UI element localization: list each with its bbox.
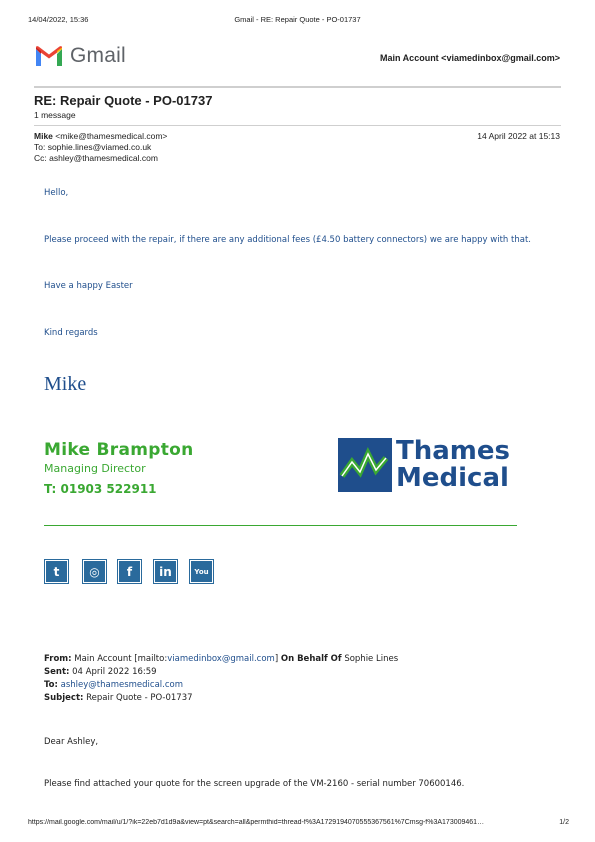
account-label: Main Account <viamedinbox@gmail.com> xyxy=(380,53,560,63)
signature-title: Managing Director xyxy=(44,462,146,475)
fwd-greeting: Dear Ashley, xyxy=(44,737,99,747)
linkedin-icon[interactable] xyxy=(153,559,178,584)
facebook-icon[interactable] xyxy=(117,559,142,584)
signature-divider xyxy=(44,525,517,526)
signature-phone: T: 01903 522911 xyxy=(44,482,157,496)
message-cc: Cc: ashley@thamesmedical.com xyxy=(34,153,158,163)
body-closing: Kind regards xyxy=(44,328,98,338)
fwd-sent-line xyxy=(44,667,157,677)
gmail-m-icon xyxy=(34,45,64,68)
body-paragraph-2: Have a happy Easter xyxy=(44,281,133,291)
fwd-to-label: To: xyxy=(44,680,58,690)
signed-name: Mike xyxy=(44,373,87,395)
youtube-icon[interactable] xyxy=(189,559,214,584)
message-count: 1 message xyxy=(34,110,76,120)
message-from xyxy=(34,131,167,141)
fwd-subject-line xyxy=(44,693,193,703)
thread-subject: RE: Repair Quote - PO-01737 xyxy=(34,93,213,108)
footer-page-number: 1/2 xyxy=(559,819,569,826)
fwd-from-line xyxy=(44,654,398,664)
fwd-from-label: From: xyxy=(44,654,72,664)
message-date: 14 April 2022 at 15:13 xyxy=(477,131,560,141)
instagram-icon[interactable] xyxy=(82,559,107,584)
logo-wordmark xyxy=(396,438,510,492)
twitter-icon[interactable] xyxy=(44,559,69,584)
fwd-behalf-name: Sophie Lines xyxy=(344,654,399,664)
fwd-body: Please find attached your quote for the screen upgrade of the VM-2160 - serial number 70600146. xyxy=(44,779,465,789)
logo-line-medical: Medical xyxy=(396,463,509,493)
message-to: To: sophie.lines@viamed.co.uk xyxy=(34,142,152,152)
fwd-behalf-label: On Behalf Of xyxy=(280,654,342,664)
fwd-from-link[interactable]: viamedinbox@gmail.com xyxy=(167,654,275,664)
sender-email[interactable]: <mike@thamesmedical.com> xyxy=(55,131,168,141)
signature-name: Mike Brampton xyxy=(44,440,194,460)
youtube-glyph: You xyxy=(191,561,212,582)
fwd-from-post: ] xyxy=(274,654,279,664)
gmail-wordmark: Gmail xyxy=(70,44,126,67)
footer-url: https://mail.google.com/mail/u/1/?ik=22eb7d1d9a&view=pt&search=all&permthid=thread-f%3A1729194070555367561%7Cmsg-f%3A173009461… xyxy=(28,819,485,826)
fwd-subject-label: Subject: xyxy=(44,693,84,703)
instagram-glyph: ◎ xyxy=(84,561,105,582)
linkedin-glyph: in xyxy=(155,561,176,582)
fwd-to-link[interactable]: ashley@thamesmedical.com xyxy=(60,680,184,690)
body-greeting: Hello, xyxy=(44,188,69,198)
thames-medical-logo xyxy=(338,438,510,492)
fwd-sent-value: 04 April 2022 16:59 xyxy=(72,667,157,677)
fwd-sent-label: Sent: xyxy=(44,667,70,677)
body-paragraph-1: Please proceed with the repair, if there are any additional fees (£4.50 battery connectors) we are happy with that. xyxy=(44,235,531,245)
gmail-logo xyxy=(34,44,126,68)
logo-line-thames: Thames xyxy=(396,436,510,466)
sender-name: Mike xyxy=(34,131,53,141)
facebook-glyph: f xyxy=(119,561,140,582)
fwd-to-line xyxy=(44,680,183,690)
print-datetime: 14/04/2022, 15:36 xyxy=(28,15,89,24)
fwd-subject-value: Repair Quote - PO-01737 xyxy=(86,693,193,703)
fwd-from-pre: Main Account [mailto: xyxy=(74,654,168,664)
thames-medical-mark-icon xyxy=(338,438,392,492)
header-divider xyxy=(34,86,561,88)
twitter-glyph: t xyxy=(46,561,67,582)
thread-divider xyxy=(34,125,561,126)
print-title: Gmail - RE: Repair Quote - PO-01737 xyxy=(234,15,361,24)
